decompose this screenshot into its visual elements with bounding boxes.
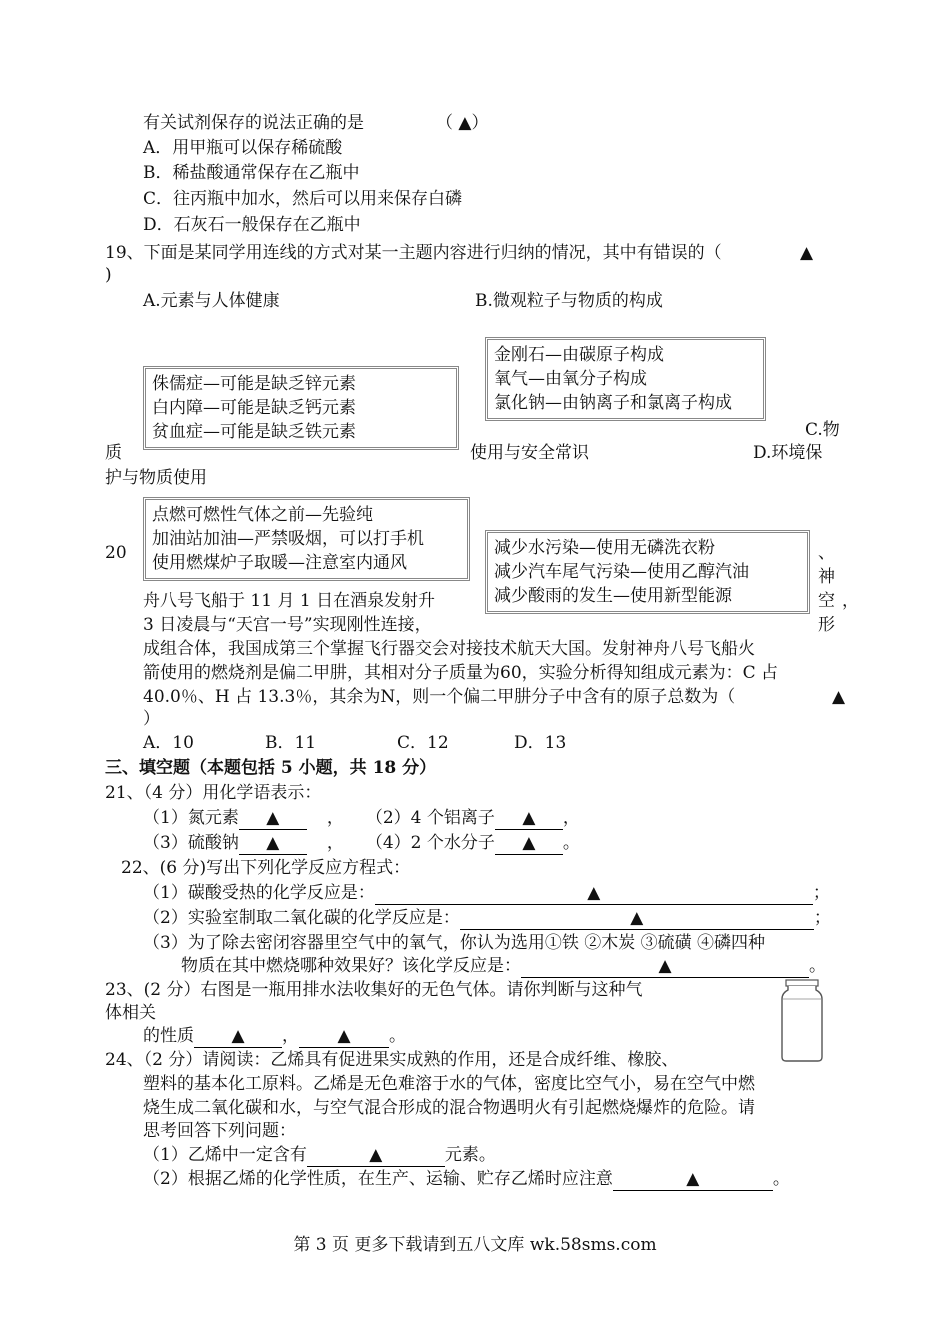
q18-option-d: D．石灰石一般保存在乙瓶中 — [143, 215, 361, 235]
q19-stem: 19、下面是某同学用连线的方式对某一主题内容进行归纳的情况，其中有错误的（ — [105, 243, 722, 263]
q21-blank-3[interactable]: ▲ — [239, 832, 307, 855]
q18-option-a: A．用甲瓶可以保存稀硫酸 — [143, 138, 343, 158]
q19-box-a — [143, 366, 459, 450]
q23-line-1: 23、(2 分）右图是一瓶用排水法收集好的无色气体。请你判断与这种气 — [105, 980, 643, 1000]
q23-line-2: 体相关 — [105, 1003, 156, 1023]
q20-option-b: B．11 — [265, 733, 317, 753]
q22-blank-3[interactable]: ▲ — [521, 955, 809, 978]
box-c-line: 使用燃煤炉子取暖—注意室内通风 — [152, 553, 407, 573]
q20-option-d: D．13 — [514, 733, 567, 753]
q18-option-c: C．往丙瓶中加水，然后可以用来保存白磷 — [143, 189, 463, 209]
q21-row-2: （3）硫酸钠 ▲ ， （4）2 个水分子 ▲ 。 — [143, 833, 580, 853]
box-c-line: 加油站加油—严禁吸烟，可以打手机 — [152, 529, 424, 549]
q20-option-a: A．10 — [143, 733, 194, 753]
q20-option-c: C．12 — [397, 733, 449, 753]
q21-blank-1[interactable]: ▲ — [239, 807, 307, 830]
q18-stem-line: 有关试剂保存的说法正确的是 （ ▲） — [143, 113, 489, 133]
q24-blank-2[interactable]: ▲ — [613, 1168, 773, 1191]
box-d-line: 减少酸雨的发生—使用新型能源 — [494, 586, 732, 606]
box-b-line: 氯化钠—由钠离子和氯离子构成 — [494, 393, 732, 413]
q21-row-1: （1）氮元素 ▲ ， （2）4 个铝离子 ▲ ， — [143, 808, 580, 828]
q20-line-2: 3 日凌晨与“天宫一号”实现刚性连接， — [143, 615, 432, 635]
q20-side-char: ， — [842, 591, 859, 611]
q22-row-1: （1）碳酸受热的化学反应是： ▲ ； — [143, 883, 830, 903]
q23-blank-1[interactable]: ▲ — [194, 1025, 282, 1048]
q22-stem: 22、(6 分)写出下列化学反应方程式： — [121, 858, 411, 878]
q19-box-b — [485, 337, 766, 421]
q19-c-title-part1: C.物 — [805, 420, 840, 440]
box-a-line: 白内障—可能是缺乏钙元素 — [152, 398, 356, 418]
section-3-heading: 三、填空题（本题包括 5 小题，共 18 分） — [105, 758, 437, 778]
q20-answer-triangle: ▲ — [832, 687, 846, 707]
q24-row-1: （1）乙烯中一定含有 ▲ 元素。 — [143, 1145, 496, 1165]
q24-line-3: 烧生成二氧化碳和水，与空气混合形成的混合物遇明火有引起燃烧爆炸的危险。请 — [143, 1098, 755, 1118]
q21-blank-4[interactable]: ▲ — [495, 832, 563, 855]
page-footer: 第 3 页 更多下载请到五八文库 wk.58sms.com — [293, 1235, 657, 1255]
q22-blank-1[interactable]: ▲ — [375, 882, 813, 905]
q19-box-d — [485, 530, 810, 614]
q22-blank-2[interactable]: ▲ — [460, 907, 814, 930]
q22-row-3a: （3）为了除去密闭容器里空气中的氧气，你认为选用①铁 ②木炭 ③硫磺 ④磷四种 — [143, 933, 766, 953]
q24-blank-1[interactable]: ▲ — [307, 1144, 445, 1167]
q19-box-c — [143, 497, 470, 581]
box-b-line: 氧气—由氧分子构成 — [494, 369, 647, 389]
q20-side-char: 形 — [818, 615, 835, 635]
box-a-line: 侏儒症—可能是缺乏锌元素 — [152, 374, 356, 394]
q19-d-title-part2: 护与物质使用 — [105, 468, 207, 488]
q20-number: 20 — [105, 543, 127, 563]
q19-a-title: A.元素与人体健康 — [143, 291, 280, 311]
q19-c-title-part3: 使用与安全常识 — [470, 443, 589, 463]
box-d-line: 减少水污染—使用无磷洗衣粉 — [494, 538, 715, 558]
q20-side-char: 空 — [818, 591, 835, 611]
box-a-line: 贫血症—可能是缺乏铁元素 — [152, 422, 356, 442]
q20-line-4: 箭使用的燃烧剂是偏二甲肼，其相对分子质量为60，实验分析得知组成元素为：C 占 — [143, 663, 779, 683]
q18-option-b: B．稀盐酸通常保存在乙瓶中 — [143, 163, 360, 183]
q22-row-2: （2）实验室制取二氧化碳的化学反应是： ▲ ； — [143, 908, 831, 928]
q20-close-paren: ） — [143, 709, 160, 729]
q20-line-1: 舟八号飞船于 11 月 1 日在酒泉发射升 — [143, 591, 436, 611]
q23-blank-2[interactable]: ▲ — [299, 1025, 389, 1048]
q24-row-2: （2）根据乙烯的化学性质，在生产、运输、贮存乙烯时应注意 ▲ 。 — [143, 1169, 790, 1189]
q20-side-char: 、 — [818, 543, 835, 563]
q20-line-3: 成组合体，我国成第三个掌握飞行器交会对接技术航天大国。发射神舟八号飞船火 — [143, 639, 755, 659]
box-d-line: 减少汽车尾气污染—使用乙醇汽油 — [494, 562, 749, 582]
q23-row: 的性质 ▲ ， ▲ 。 — [143, 1026, 406, 1046]
q19-d-title-part1: D.环境保 — [753, 443, 823, 463]
gas-jar-illustration — [779, 979, 825, 1063]
q19-c-title-part2: 质 — [105, 443, 122, 463]
q21-blank-2[interactable]: ▲ — [495, 807, 563, 830]
q19-answer-triangle: ▲ — [800, 243, 814, 263]
q21-stem: 21、（4 分）用化学语表示： — [105, 783, 322, 803]
q24-line-2: 塑料的基本化工原料。乙烯是无色难溶于水的气体，密度比空气小，易在空气中燃 — [143, 1074, 755, 1094]
q22-row-3b: 物质在其中燃烧哪种效果好？该化学反应是： ▲ 。 — [181, 956, 826, 976]
q24-line-1: 24、（2 分）请阅读：乙烯具有促进果实成熟的作用，还是合成纤维、橡胶、 — [105, 1050, 679, 1070]
q24-line-4: 思考回答下列问题： — [143, 1121, 296, 1141]
q19-close-paren: ) — [105, 265, 112, 285]
box-b-line: 金刚石—由碳原子构成 — [494, 345, 664, 365]
q19-b-title: B.微观粒子与物质的构成 — [475, 291, 663, 311]
box-c-line: 点燃可燃性气体之前—先验纯 — [152, 505, 373, 525]
q20-line-5: 40.0％、H 占 13.3％，其余为N，则一个偏二甲肼分子中含有的原子总数为（ — [143, 687, 736, 707]
q20-side-char: 神 — [818, 567, 835, 587]
